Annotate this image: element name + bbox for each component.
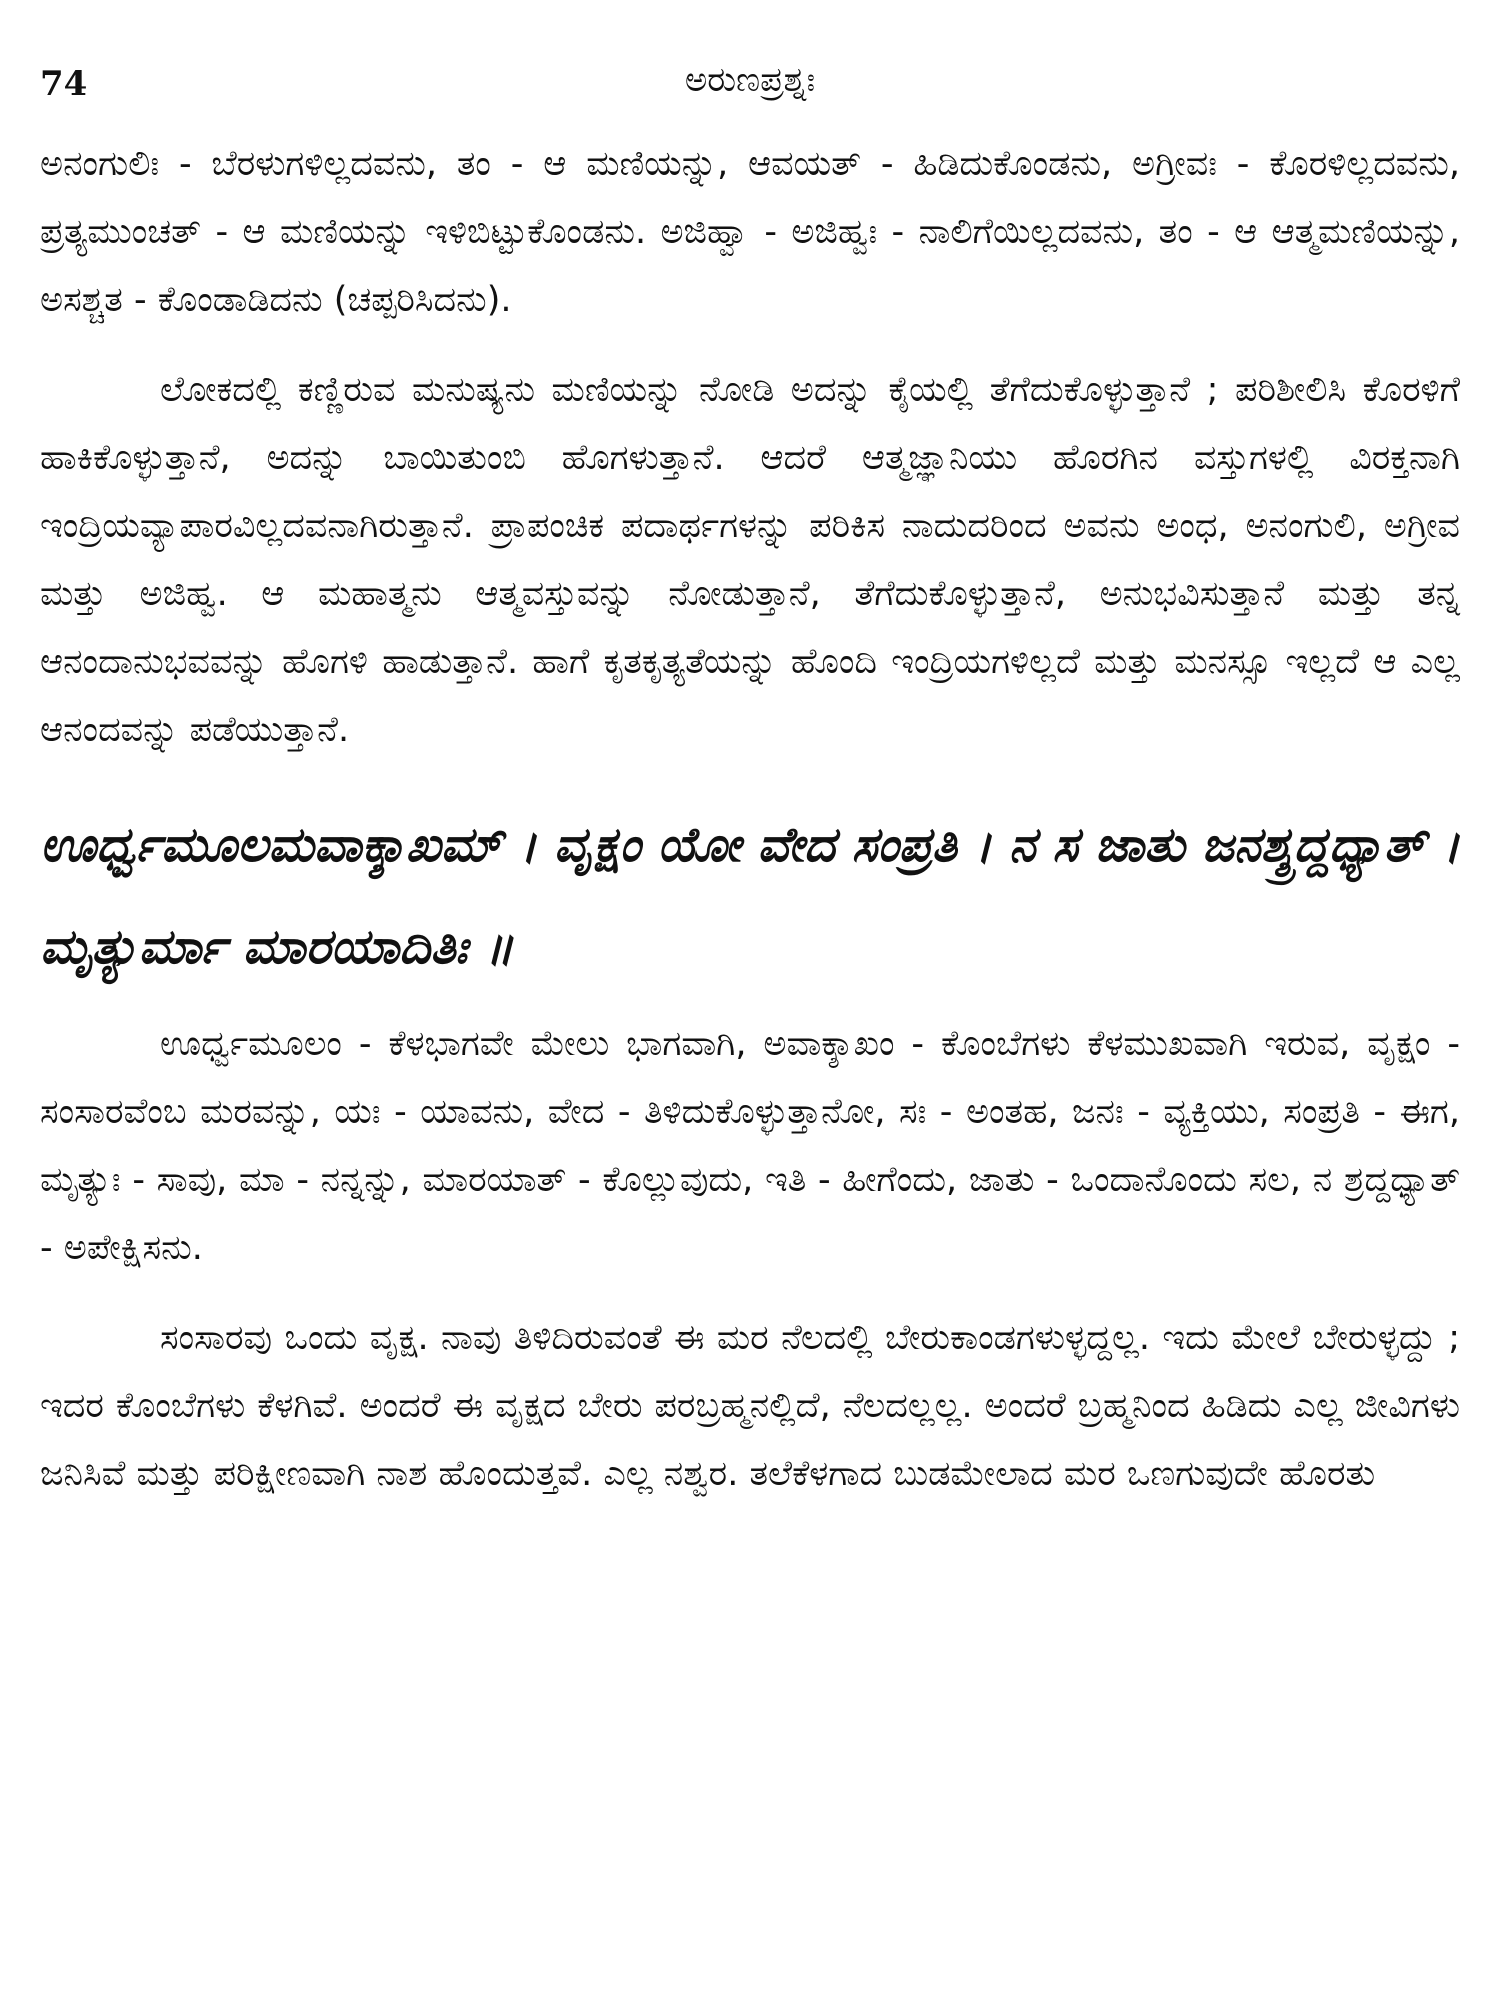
running-title: ಅರುಣಪ್ರಶ್ನಃ bbox=[684, 60, 816, 100]
gloss-paragraph-intro: ಅನಂಗುಲಿಃ - ಬೆರಳುಗಳಿಲ್ಲದವನು, ತಂ - ಆ ಮಣಿಯನ್ನು, ಆವಯತ್ - ಹಿಡಿದುಕೊಂಡನು, ಅಗ್ರೀವಃ - ಕೊರಳಿಲ್ಲದವನು, ಪ್ರತ್ಯಮುಂಚತ್ - ಆ ಮಣಿಯನ್ನು ಇಳಿಬಿಟ್ಟುಕೊಂಡನು. ಅಜಿಹ್ವಾ - ಅಜಿಹ್ವಃ - ನಾಲಿಗೆಯಿಲ್ಲದವನು, ತಂ - ಆ ಆತ್ಮಮಣಿಯನ್ನು, ಅಸಶ್ಚತ - ಕೊಂಡಾಡಿದನು (ಚಪ್ಪರಿಸಿದನು). bbox=[40, 144, 1460, 320]
word-gloss-paragraph: ಊರ್ಧ್ವಮೂಲಂ - ಕೆಳಭಾಗವೇ ಮೇಲು ಭಾಗವಾಗಿ, ಅವಾಕ್ಶಾಖಂ - ಕೊಂಬೆಗಳು ಕೆಳಮುಖವಾಗಿ ಇರುವ, ವೃಕ್ಷಂ - ಸಂಸಾರವೆಂಬ ಮರವನ್ನು, ಯಃ - ಯಾವನು, ವೇದ - ತಿಳಿದುಕೊಳ್ಳುತ್ತಾನೋ, ಸಃ - ಅಂತಹ, ಜನಃ - ವ್ಯಕ್ತಿಯು, ಸಂಪ್ರತಿ - ಈಗ, ಮೃತ್ಯುಃ - ಸಾವು, ಮಾ - ನನ್ನನ್ನು, ಮಾರಯಾತ್ - ಕೊಲ್ಲುವುದು, ಇತಿ - ಹೀಗೆಂದು, ಜಾತು - ಒಂದಾನೊಂದು ಸಲ, ನ ಶ್ರದ್ದಧ್ಯಾತ್ - ಅಪೇಕ್ಷಿಸನು. bbox=[40, 1024, 1460, 1268]
commentary-paragraph: ಲೋಕದಲ್ಲಿ ಕಣ್ಣಿರುವ ಮನುಷ್ಯನು ಮಣಿಯನ್ನು ನೋಡಿ ಅದನ್ನು ಕೈಯಲ್ಲಿ ತೆಗೆದುಕೊಳ್ಳುತ್ತಾನೆ ; ಪರಿಶೀಲಿಸಿ ಕೊರಳಿಗೆ ಹಾಕಿಕೊಳ್ಳುತ್ತಾನೆ, ಅದನ್ನು ಬಾಯಿತುಂಬಿ ಹೊಗಳುತ್ತಾನೆ. ಆದರೆ ಆತ್ಮಜ್ಞಾನಿಯು ಹೊರಗಿನ ವಸ್ತುಗಳಲ್ಲಿ ವಿರಕ್ತನಾಗಿ ಇಂದ್ರಿಯವ್ಯಾಪಾರವಿಲ್ಲದವನಾಗಿರುತ್ತಾನೆ. ಪ್ರಾಪಂಚಿಕ ಪದಾರ್ಥಗಳನ್ನು ಪರಿಕಿಸ ನಾದುದರಿಂದ ಅವನು ಅಂಧ, ಅನಂಗುಲಿ, ಅಗ್ರೀವ ಮತ್ತು ಅಜಿಹ್ವ. ಆ ಮಹಾತ್ಮನು ಆತ್ಮವಸ್ತುವನ್ನು ನೋಡುತ್ತಾನೆ, ತೆಗೆದುಕೊಳ್ಳುತ್ತಾನೆ, ಅನುಭವಿಸುತ್ತಾನೆ ಮತ್ತು ತನ್ನ ಆನಂದಾನುಭವವನ್ನು ಹೊಗಳಿ ಹಾಡುತ್ತಾನೆ. ಹಾಗೆ ಕೃತಕೃತ್ಯತೆಯನ್ನು ಹೊಂದಿ ಇಂದ್ರಿಯಗಳಿಲ್ಲದೆ ಮತ್ತು ಮನಸ್ಸೂ ಇಲ್ಲದೆ ಆ ಎಲ್ಲ ಆನಂದವನ್ನು ಪಡೆಯುತ್ತಾನೆ. bbox=[40, 370, 1460, 750]
explanation-paragraph: ಸಂಸಾರವು ಒಂದು ವೃಕ್ಷ. ನಾವು ತಿಳಿದಿರುವಂತೆ ಈ ಮರ ನೆಲದಲ್ಲಿ ಬೇರುಕಾಂಡಗಳುಳ್ಳದ್ದಲ್ಲ. ಇದು ಮೇಲೆ ಬೇರುಳ್ಳದ್ದು ; ಇದರ ಕೊಂಬೆಗಳು ಕೆಳಗಿವೆ. ಅಂದರೆ ಈ ವೃಕ್ಷದ ಬೇರು ಪರಬ್ರಹ್ಮನಲ್ಲಿದೆ, ನೆಲದಲ್ಲಲ್ಲ. ಅಂದರೆ ಬ್ರಹ್ಮನಿಂದ ಹಿಡಿದು ಎಲ್ಲ ಜೀವಿಗಳು ಜನಿಸಿವೆ ಮತ್ತು ಪರಿಕ್ಷೀಣವಾಗಿ ನಾಶ ಹೊಂದುತ್ತವೆ. ಎಲ್ಲ ನಶ್ವರ. ತಲೆಕೆಳಗಾದ ಬುಡಮೇಲಾದ ಮರ ಒಣಗುವುದೇ ಹೊರತು bbox=[40, 1318, 1460, 1494]
page-number: 74 bbox=[40, 64, 88, 104]
page-header bbox=[40, 56, 1460, 116]
verse-text: ಊರ್ಧ್ವಮೂಲಮವಾಕ್ಶಾಖಮ್ । ವೃಕ್ಷಂ ಯೋ ವೇದ ಸಂಪ್ರತಿ । ನ ಸ ಜಾತು ಜನಶ್ಶ್ರದ್ದಧ್ಯಾತ್ । ಮೃತ್ಯುರ್ಮಾ ಮಾರಯಾದಿತಿಃ ॥ bbox=[40, 817, 1460, 975]
